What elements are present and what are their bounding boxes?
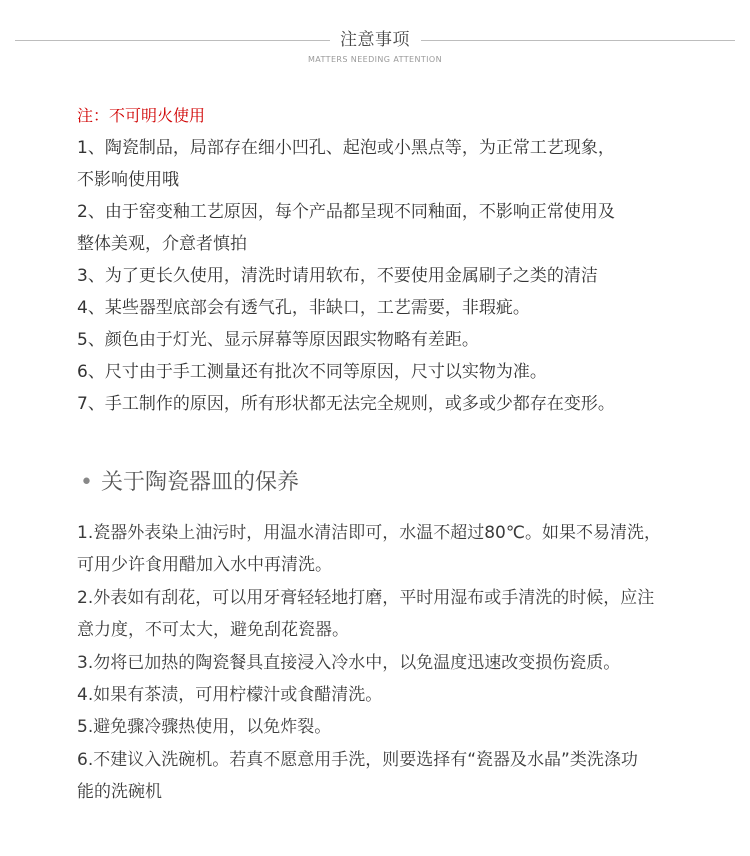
care-line: 2.外表如有刮花，可以用牙膏轻轻地打磨，平时用湿布或手清洗的时候，应注 (77, 587, 655, 608)
note-line: 7、手工制作的原因，所有形状都无法完全规则，或多或少都存在变形。 (77, 394, 615, 414)
care-line: 5.避免骤冷骤热使用，以免炸裂。 (77, 717, 332, 738)
care-line: 4.如果有茶渍，可用柠檬汁或食醋清洗。 (77, 685, 383, 706)
care-line: 1.瓷器外表染上油污时，用温水清洁即可，水温不超过80℃。如果不易清洗， (77, 523, 661, 543)
care-heading-text: 关于陶瓷器皿的保养 (100, 470, 299, 495)
note-line: 3、为了更长久使用，清洗时请用软布，不要使用金属刷子之类的清洁 (77, 266, 598, 286)
care-line: 可用少许食用醋加入水中再清洗。 (77, 555, 332, 576)
note-line: 2、由于窑变釉工艺原因，每个产品都呈现不同釉面，不影响正常使用及 (77, 202, 615, 222)
care-list (77, 517, 737, 809)
note-line: 整体美观，介意者慎拍 (77, 234, 247, 254)
note-line: 1、陶瓷制品，局部存在细小凹孔、起泡或小黑点等，为正常工艺现象， (77, 138, 615, 158)
header-divider-right (421, 40, 735, 41)
care-line: 6.不建议入洗碗机。若真不愿意用手洗，则要选择有“瓷器及水晶”类洗涤功 (77, 749, 638, 770)
note-line: 不影响使用哦 (77, 170, 179, 190)
section-title: 注意事项 (340, 30, 410, 50)
fire-warning: 注：不可明火使用 (77, 106, 206, 125)
note-line: 6、尺寸由于手工测量还有批次不同等原因，尺寸以实物为准。 (77, 362, 547, 382)
section-header (0, 0, 750, 80)
section-subtitle: MATTERS NEEDING ATTENTION (307, 55, 442, 64)
note-line: 5、颜色由于灯光、显示屏幕等原因跟实物略有差距。 (77, 330, 479, 350)
care-line: 3.勿将已加热的陶瓷餐具直接浸入冷水中，以免温度迅速改变损伤瓷质。 (77, 652, 621, 673)
notes-list (77, 104, 727, 420)
care-line: 意力度，不可太大，避免刮花瓷器。 (77, 620, 349, 641)
note-line: 4、某些器型底部会有透气孔，非缺口，工艺需要，非瑕疵。 (77, 298, 530, 318)
bullet-icon: • (80, 470, 93, 495)
care-heading (80, 466, 299, 500)
care-line: 能的洗碗机 (77, 782, 162, 803)
